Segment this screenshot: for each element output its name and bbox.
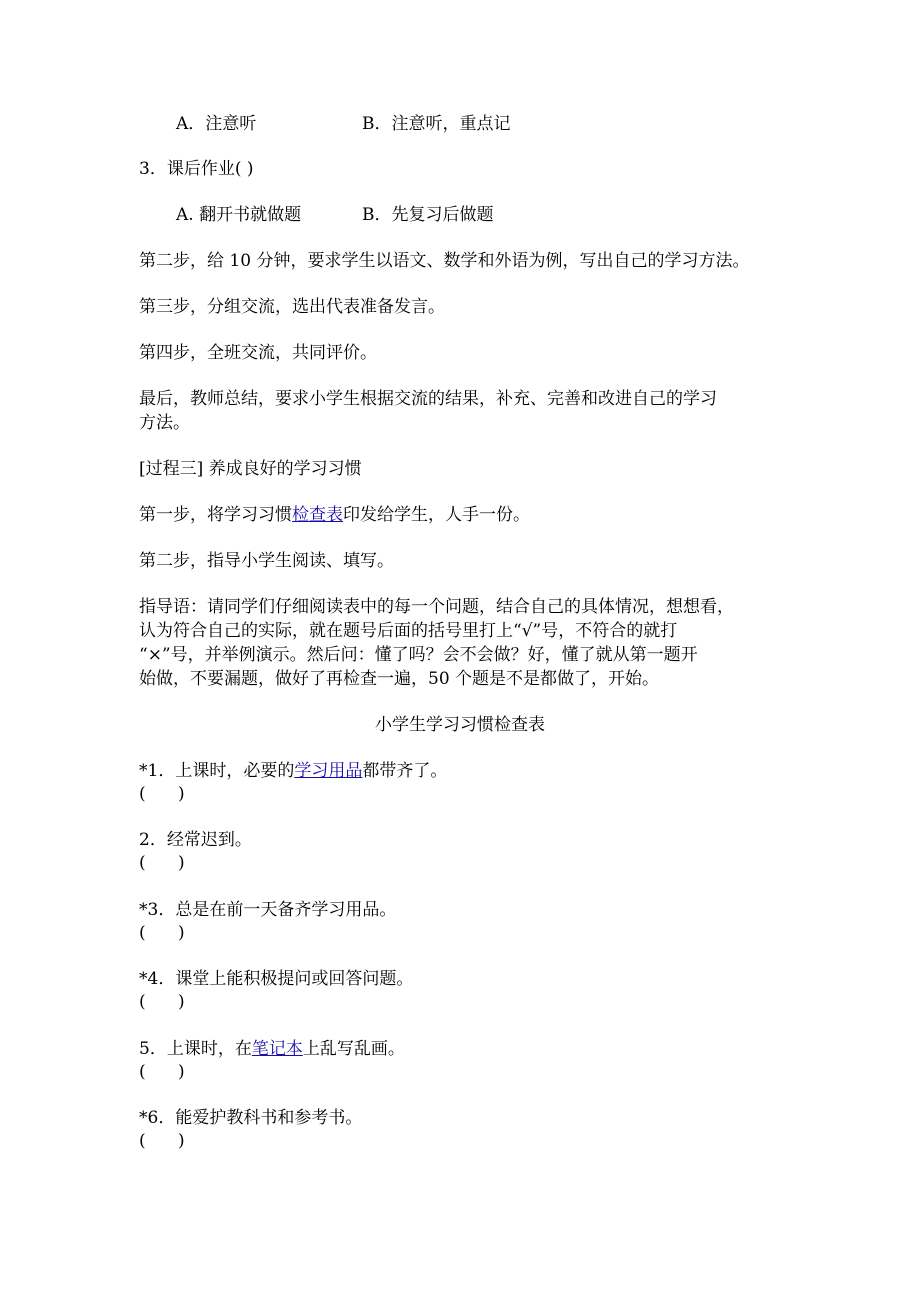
question-3: 3．课后作业( ) (139, 159, 254, 179)
answer-parentheses-3: ( ) (139, 923, 185, 943)
answer-parentheses-5: ( ) (139, 1062, 185, 1082)
summary-line-1: 最后，教师总结，要求小学生根据交流的结果，补充、完善和改进自己的学习 (139, 389, 717, 409)
question-3-option-b: B．先复习后做题 (362, 205, 494, 225)
checklist-item-6: *6．能爱护教科书和参考书。 (139, 1108, 363, 1128)
notebook-link[interactable]: 笔记本 (251, 1039, 303, 1059)
answer-parentheses-2: ( ) (139, 853, 185, 873)
process-3-heading: [过程三] 养成良好的学习习惯 (139, 459, 362, 479)
school-supplies-link[interactable]: 学习用品 (294, 761, 363, 781)
step-4-paragraph: 第四步，全班交流，共同评价。 (139, 343, 377, 363)
checklist-item-4: *4．课堂上能积极提问或回答问题。 (139, 969, 414, 989)
guide-line-4: 始做，不要漏题，做好了再检查一遍，50 个题是不是都做了，开始。 (139, 669, 660, 689)
option-b: B．注意听，重点记 (362, 114, 511, 134)
checklist-item-5 (139, 1038, 405, 1060)
process-3-step-1 (139, 504, 530, 526)
summary-line-2: 方法。 (139, 413, 190, 433)
checklist-link[interactable]: 检查表 (292, 505, 343, 525)
item-5-text-post: 上乱写乱画。 (302, 1039, 405, 1059)
item-1-text-post: 都带齐了。 (362, 761, 448, 781)
answer-parentheses-6: ( ) (139, 1131, 185, 1151)
checklist-item-1 (139, 760, 447, 782)
step-2-paragraph: 第二步，给 10 分钟，要求学生以语文、数学和外语为例，写出自己的学习方法。 (139, 251, 750, 271)
guide-line-1: 指导语：请同学们仔细阅读表中的每一个问题，结合自己的具体情况，想想看， (139, 597, 734, 617)
guide-line-2: 认为符合自己的实际，就在题号后面的括号里打上“√”号，不符合的就打 (139, 621, 678, 641)
checklist-item-2: 2．经常迟到。 (139, 830, 252, 850)
answer-parentheses-1: ( ) (139, 784, 185, 804)
item-1-text-pre: *1．上课时，必要的 (139, 761, 295, 781)
checklist-title: 小学生学习习惯检查表 (375, 715, 545, 735)
checklist-item-3: *3．总是在前一天备齐学习用品。 (139, 900, 397, 920)
item-5-text-pre: 5．上课时，在 (139, 1039, 252, 1059)
option-a: A．注意听 (176, 114, 257, 134)
question-3-option-a: A. 翻开书就做题 (176, 205, 302, 225)
answer-parentheses-4: ( ) (139, 992, 185, 1012)
step-1-text-pre: 第一步，将学习习惯 (139, 505, 292, 525)
step-1-text-post: 印发给学生，人手一份。 (343, 505, 530, 525)
step-3-paragraph: 第三步，分组交流，选出代表准备发言。 (139, 297, 445, 317)
process-3-step-2: 第二步，指导小学生阅读、填写。 (139, 551, 394, 571)
guide-line-3: “×”号，并举例演示。然后问：懂了吗？会不会做？好，懂了就从第一题开 (139, 645, 698, 665)
